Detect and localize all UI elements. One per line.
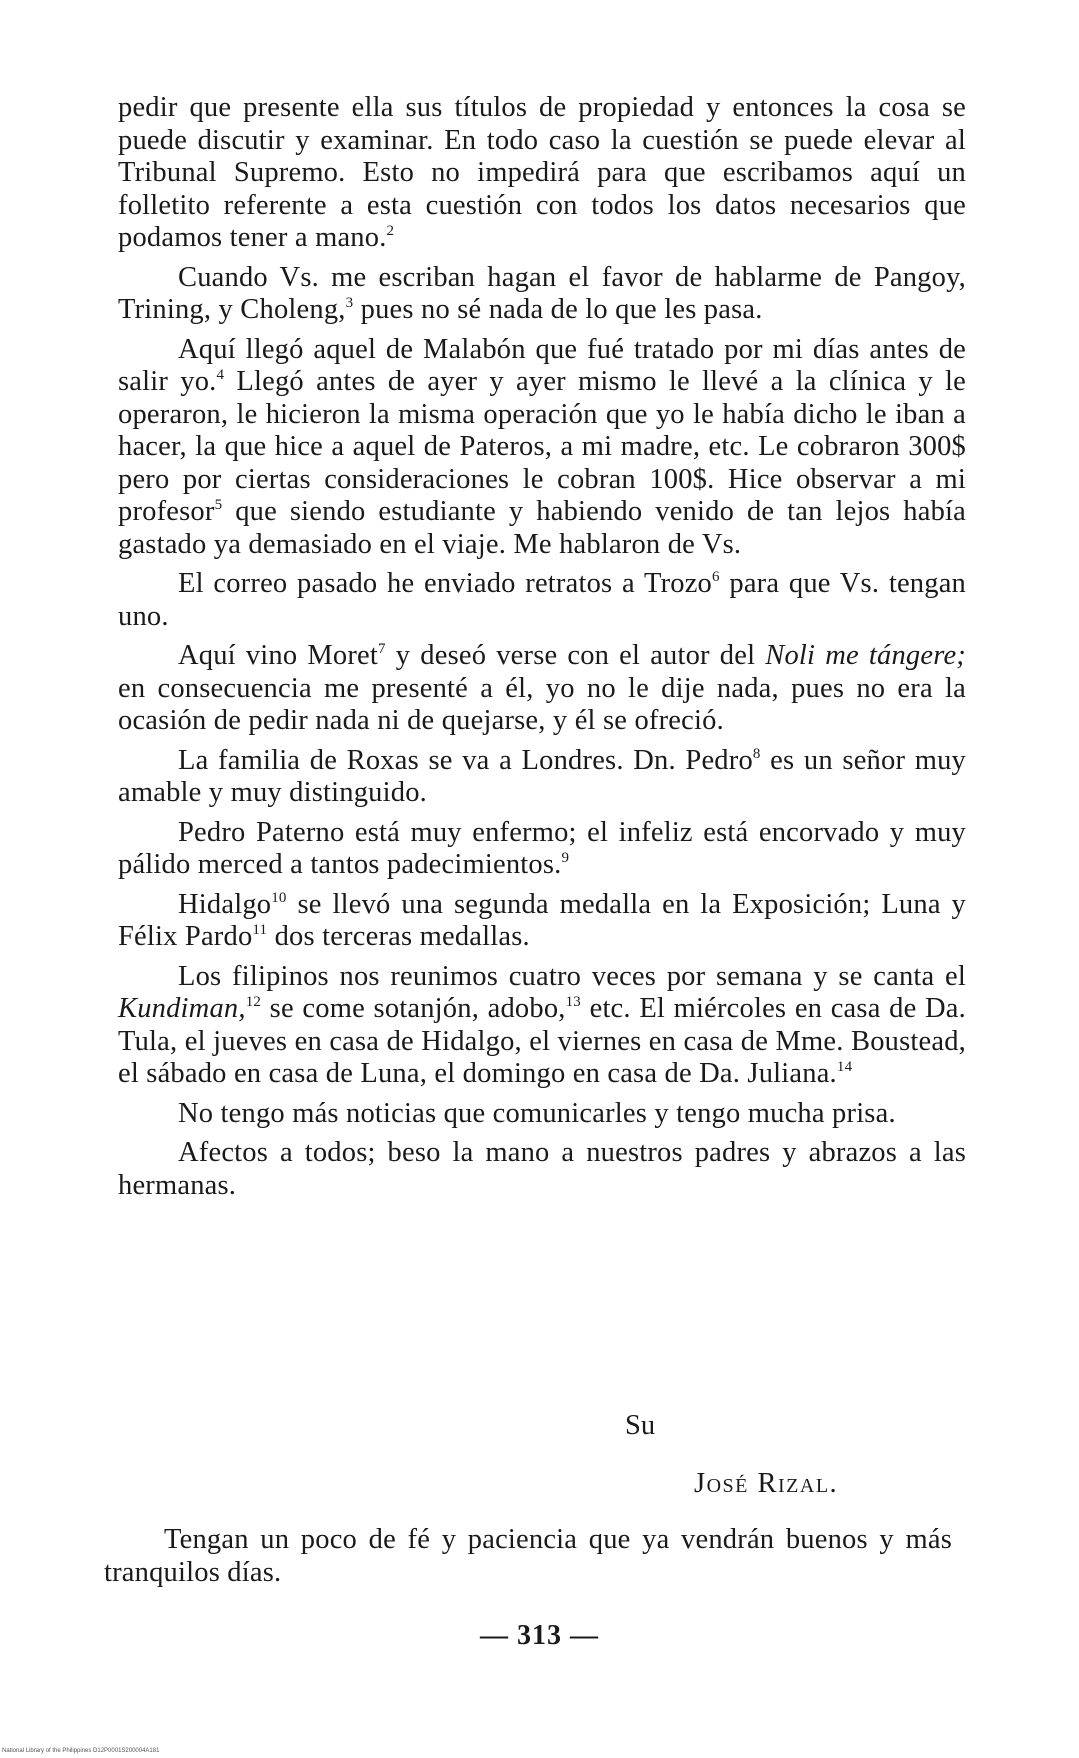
- text-segment: Cuando Vs. me escriban hagan el favor de hablarme de Pangoy, Trining, y Choleng,: [118, 261, 966, 325]
- text-segment: dos terceras medallas.: [267, 921, 530, 952]
- footnote-marker: 3: [345, 295, 354, 311]
- text-segment: Llegó antes de ayer y ayer mismo le llevé a la clínica y le operaron, le hicieron la misma operación que yo le había dicho le iban a hacer, la que hice a aquel de Pateros, a mi madre, etc. Le cobraron 300$ pero por ciertas consideraciones le cobran 100$. Hice observar a mi profesor: [118, 366, 966, 527]
- text-segment: que siendo estudiante y habiendo venido de tan lejos había gastado ya demasiado en el viaje. Me hablaron de Vs.: [118, 496, 966, 560]
- letter-paragraph: [118, 817, 966, 882]
- postscript-text: Tengan un poco de fé y paciencia que ya vendrán buenos y más tranquilos días.: [104, 1524, 952, 1588]
- text-segment: pedir que presente ella sus títulos de propiedad y entonces la cosa se puede discutir y examinar. En todo caso la cuestión se puede elevar al Tribunal Supremo. Esto no impedirá para que escribamos aquí un folletito referente a esta cuestión con todos los datos necesarios que podamos tener a mano.: [118, 92, 966, 253]
- text-segment: Hidalgo: [178, 888, 272, 920]
- footnote-marker: 6: [712, 569, 720, 585]
- footnote-marker: 12: [245, 994, 262, 1010]
- italic-title: Noli me tángere;: [765, 640, 966, 671]
- letter-body: [118, 92, 966, 1209]
- footnote-marker: 13: [565, 994, 581, 1010]
- closing-salutation: Su: [625, 1410, 656, 1441]
- footnote-marker: 9: [561, 850, 570, 866]
- footnote-marker: 14: [836, 1059, 853, 1075]
- footnote-marker: 11: [252, 922, 268, 938]
- footnote-marker: 7: [378, 641, 386, 657]
- text-segment: La familia de Roxas se va a Londres. Dn. Pedro: [178, 744, 753, 776]
- letter-paragraph: [118, 889, 966, 954]
- text-segment: para que Vs. tengan uno.: [118, 568, 966, 632]
- footnote-marker: 8: [752, 745, 761, 762]
- text-segment: Pedro Paterno está muy enfermo; el infeliz está encorvado y muy pálido merced a tantos padecimientos.: [118, 816, 966, 880]
- letter-paragraph: [118, 262, 966, 327]
- text-segment: y deseó verse con el autor del: [385, 640, 766, 671]
- postscript: [104, 1524, 952, 1596]
- text-segment: se llevó una segunda medalla en la Exposición; Luna y Félix Pardo: [118, 888, 966, 952]
- text-segment: etc. El miércoles en casa de Da. Tula, el jueves en casa de Hidalgo, el viernes en casa de Mme. Boustead, el sábado en casa de Luna, el domingo en casa de Da. Juliana.: [118, 993, 966, 1089]
- footnote-marker: 2: [386, 223, 395, 239]
- text-segment: El correo pasado he enviado retratos a Trozo: [178, 568, 713, 599]
- footnote-marker: 10: [271, 889, 287, 906]
- letter-paragraph: [118, 334, 966, 562]
- text-segment: Aquí vino Moret: [178, 640, 379, 671]
- italic-title: Kundiman,: [118, 993, 246, 1024]
- text-segment: Los filipinos nos reunimos cuatro veces por semana y se canta el: [178, 960, 966, 992]
- text-segment: Aquí llegó aquel de Malabón que fué tratado por mi días antes de salir yo.: [118, 333, 966, 397]
- text-segment: se come sotanjón, adobo,: [261, 993, 566, 1024]
- footnote-marker: 4: [216, 367, 225, 383]
- letter-paragraph: [118, 1098, 966, 1131]
- text-segment: es un señor muy amable y muy distinguido.: [118, 744, 966, 808]
- text-segment: pues no sé nada de lo que les pasa.: [353, 294, 763, 325]
- letter-paragraph: [118, 745, 966, 810]
- footnote-marker: 5: [214, 497, 223, 513]
- letter-paragraph: [118, 92, 966, 255]
- letter-paragraph: [118, 640, 966, 738]
- letter-paragraph: [118, 1137, 966, 1202]
- signature: José Rizal.: [694, 1468, 839, 1499]
- page-number: — 313 —: [480, 1620, 599, 1651]
- letter-paragraph: [118, 961, 966, 1091]
- footer-credit: National Library of the Philippines D12P0001S200004A181: [2, 1748, 160, 1754]
- letter-paragraph: [118, 568, 966, 633]
- text-segment: Afectos a todos; beso la mano a nuestros padres y abrazos a las hermanas.: [118, 1137, 966, 1201]
- text-segment: en consecuencia me presenté a él, yo no le dije nada, pues no era la ocasión de pedir nada ni de quejarse, y él se ofreció.: [118, 672, 966, 736]
- text-segment: No tengo más noticias que comunicarles y tengo mucha prisa.: [178, 1097, 896, 1129]
